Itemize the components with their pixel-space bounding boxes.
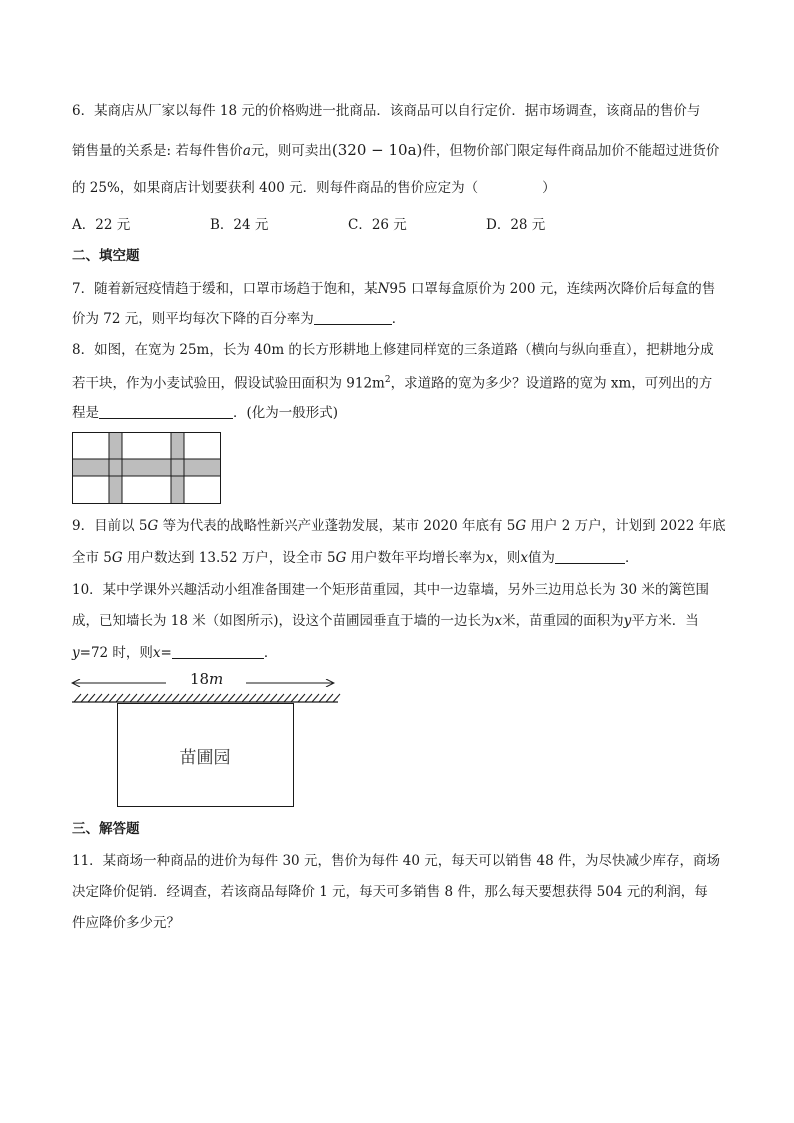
hatch-stroke — [270, 694, 277, 702]
hatch-stroke — [186, 694, 193, 702]
hatch-stroke — [88, 694, 95, 702]
hatch-stroke — [151, 694, 158, 702]
hatch-stroke — [137, 694, 144, 702]
hatch-stroke — [333, 694, 340, 702]
var-a: a — [242, 143, 251, 159]
hatch-stroke — [312, 694, 319, 702]
hatch-stroke — [263, 694, 270, 702]
hatch-stroke — [291, 694, 298, 702]
q10-line-1: 10．某中学课外兴趣活动小组准备围建一个矩形苗重园，其中一边靠墙，另外三边用总长为 30 米的篱笆围 — [72, 582, 709, 598]
answer-blank[interactable] — [555, 549, 625, 564]
hatch-stroke — [158, 694, 165, 702]
hatch-stroke — [130, 694, 137, 702]
hatch-stroke — [116, 694, 123, 702]
hatch-stroke — [193, 694, 200, 702]
hatch-stroke — [179, 694, 186, 702]
section-heading-fill-blank: 二、填空题 — [72, 248, 140, 264]
q7-line-1: 7．随着新冠疫情趋于缓和，口罩市场趋于饱和，某N95 口罩每盒原价为 200 元，连续两次降价后每盒的售 — [72, 281, 716, 297]
q6-choices — [72, 215, 722, 235]
q10-line-2: 成，已知墙长为 18 米（如图所示)，设这个苗圃园垂直于墙的一边长为x米，苗重园的面积为y平方米．当 — [72, 613, 699, 629]
q7-line-2: 价为 72 元，则平均每次下降的百分率为 ． — [72, 311, 406, 327]
hatch-stroke — [319, 694, 326, 702]
nursery-wall-figure — [68, 664, 344, 810]
q6-line-3: 的 25%，如果商店计划要获利 400 元．则每件商品的售价应定为（ ） — [72, 180, 556, 196]
choice-d[interactable]: D．28 元 — [486, 217, 546, 233]
hatch-stroke — [277, 694, 284, 702]
q11-line-2: 决定降价促销．经调查，若该商品每降价 1 元，每天可多销售 8 件，那么每天要想获得 504 元的利润，每 — [72, 884, 708, 900]
q8-line-3: 程是 ．(化为一般形式) — [72, 405, 339, 421]
hatch-stroke — [207, 694, 214, 702]
choice-b[interactable]: B．24 元 — [210, 217, 269, 233]
hatch-stroke — [235, 694, 242, 702]
hatch-stroke — [123, 694, 130, 702]
q6-line-2: 销售量的关系是: 若每件售价a元，则可卖出(320 − 10a)件，但物价部门限定每件商品加价不能超过进货价 — [72, 141, 720, 159]
answer-blank[interactable] — [99, 404, 233, 419]
hatch-stroke — [165, 694, 172, 702]
hatch-stroke — [221, 694, 228, 702]
hatch-stroke — [284, 694, 291, 702]
hatch-stroke — [242, 694, 249, 702]
wall-hatching — [72, 694, 340, 702]
hatch-stroke — [172, 694, 179, 702]
answer-blank[interactable] — [314, 310, 392, 325]
hatch-stroke — [102, 694, 109, 702]
hatch-stroke — [326, 694, 333, 702]
horizontal-road — [73, 459, 220, 476]
choice-a[interactable]: A．22 元 — [72, 217, 131, 233]
hatch-stroke — [249, 694, 256, 702]
q9-line-2: 全市 5G 用户数达到 13.52 万户，设全市 5G 用户数年平均增长率为x，则x值为 ． — [72, 550, 639, 566]
nursery-label: 苗圃园 — [179, 748, 231, 768]
hatch-stroke — [214, 694, 221, 702]
hatch-stroke — [144, 694, 151, 702]
hatch-stroke — [109, 694, 116, 702]
answer-blank[interactable] — [172, 644, 264, 659]
field-roads-figure — [72, 432, 224, 506]
hatch-stroke — [81, 694, 88, 702]
q8-line-2: 若干块，作为小麦试验田，假设试验田面积为 $912m^2$，求道路的宽为多少？设道路的宽为 xm，可列出的方 — [72, 375, 713, 392]
expression: (320 − 10a) — [331, 141, 423, 159]
hatch-stroke — [228, 694, 235, 702]
section-heading-solve: 三、解答题 — [72, 821, 140, 837]
hatch-stroke — [305, 694, 312, 702]
wall-length-unit: m — [209, 670, 224, 688]
hatch-stroke — [95, 694, 102, 702]
q8-line-1: 8．如图，在宽为 25m，长为 40m 的长方形耕地上修建同样宽的三条道路（横向与纵向垂直），把耕地分成 — [72, 342, 714, 358]
wall-length-value: 18 — [190, 670, 210, 688]
q10-line-3: y=72 时，则x= ． — [72, 645, 278, 661]
hatch-stroke — [298, 694, 305, 702]
q11-line-3: 件应降价多少元？ — [72, 915, 180, 931]
hatch-stroke — [256, 694, 263, 702]
hatch-stroke — [74, 694, 81, 702]
q11-line-1: 11．某商场一种商品的进价为每件 30 元，售价为每件 40 元，每天可以销售 48 件，为尽快减少库存，商场 — [72, 853, 720, 869]
q9-line-1: 9．目前以 5G 等为代表的战略性新兴产业蓬勃发展，某市 2020 年底有 5G 用户 2 万户，计划到 2022 年底 — [72, 518, 726, 534]
q6-line-1: 6．某商店从厂家以每件 18 元的价格购进一批商品．该商品可以自行定价．据市场调查，该商品的售价与 — [72, 103, 701, 119]
hatch-stroke — [200, 694, 207, 702]
choice-c[interactable]: C．26 元 — [348, 217, 407, 233]
